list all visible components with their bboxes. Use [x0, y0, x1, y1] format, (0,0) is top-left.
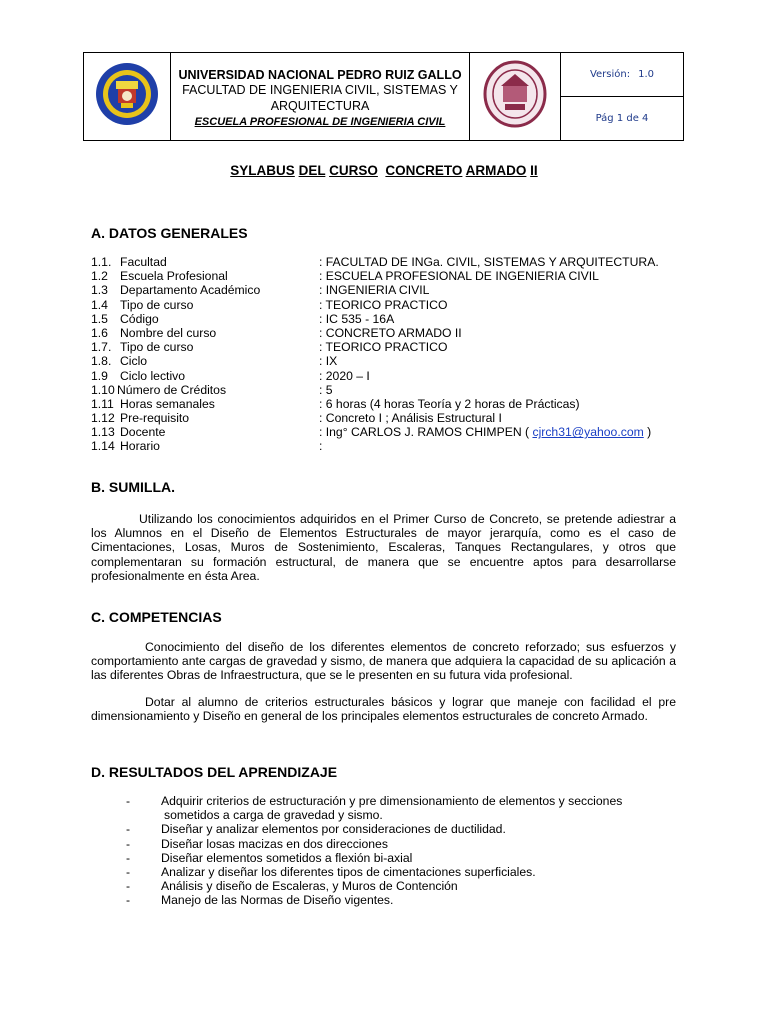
data-num: 1.11: [91, 396, 114, 411]
list-item: [91, 822, 676, 836]
data-label: Número de Créditos: [117, 382, 227, 397]
docente-name: : Ing° CARLOS J. RAMOS CHIMPEN (: [319, 425, 533, 440]
data-num: 1.3: [91, 283, 108, 298]
university-logo-cell: [84, 53, 171, 141]
competencia-paragraph: Dotar al alumno de criterios estructurales básicos y lograr que maneje con facilidad el pre dimensionamiento y Diseño en general de los principales elementos estructurales de concreto Armado.: [91, 695, 676, 724]
data-label: Horas semanales: [120, 396, 215, 411]
data-value: : TEORICO PRACTICO: [319, 340, 448, 355]
title-word: ARMADO: [465, 163, 527, 178]
list-dash: -: [126, 893, 131, 908]
data-label: Nombre del curso: [120, 325, 217, 340]
syllabus-title: [0, 163, 768, 178]
sumilla-paragraph: Utilizando los conocimientos adquiridos en el Primer Curso de Concreto, se pretende adiestrar a los Alumnos en el Diseño de Elementos Estructurales de mayor jerarquía, como es el caso de Cimentaciones, Losas, Muros de Sostenimiento, Escaleras, Tanques Rectangulares, y otros que complementaran su formación estructural, de manera que se encuentre aptos para desarrollarse profesionalmente en ésta Area.: [91, 512, 676, 583]
section-heading-d: D. RESULTADOS DEL APRENDIZAJE: [91, 764, 338, 780]
data-label: Departamento Académico: [120, 283, 261, 298]
list-item-text: Diseñar losas macizas en dos direcciones: [161, 836, 388, 851]
university-name: UNIVERSIDAD NACIONAL PEDRO RUIZ GALLO: [178, 67, 462, 82]
list-dash: -: [126, 794, 131, 808]
data-value: : 5: [319, 382, 333, 397]
title-word: DEL: [298, 163, 326, 178]
institution-info: [171, 53, 470, 141]
data-label: Pre-requisito: [120, 411, 190, 426]
data-label: Ciclo: [120, 354, 148, 369]
data-label: Tipo de curso: [120, 340, 194, 355]
version-label: Versión:: [589, 69, 631, 80]
page-number: Pág 1 de 4: [561, 97, 684, 141]
data-label: Código: [120, 311, 159, 326]
data-label: Facultad: [120, 255, 167, 269]
data-value: : 6 horas (4 horas Teoría y 2 horas de Prácticas): [319, 396, 580, 411]
data-num: 1.12: [91, 411, 115, 426]
data-value: : IX: [319, 354, 338, 369]
seal-cell: [470, 53, 561, 141]
list-item-text: Diseñar elementos sometidos a flexión bi-axial: [161, 850, 413, 865]
data-label: Escuela Profesional: [120, 269, 228, 284]
data-value: :: [319, 439, 323, 454]
learning-results-list: [91, 794, 676, 908]
data-value: : CONCRETO ARMADO II: [319, 325, 462, 340]
data-label: Tipo de curso: [120, 297, 194, 312]
data-num: 1.1.: [91, 255, 112, 269]
version-cell: [561, 53, 684, 97]
data-num: 1.4: [91, 297, 108, 312]
data-value: : INGENIERIA CIVIL: [319, 283, 430, 298]
data-num: 1.6: [91, 325, 108, 340]
data-value: : Concreto I ; Análisis Estructural I: [319, 411, 502, 426]
data-num: 1.13: [91, 425, 115, 440]
data-num: 1.10: [91, 382, 115, 397]
list-dash: -: [126, 865, 131, 880]
list-item-text: Adquirir criterios de estructuración y pre dimensionamiento de elementos y secciones: [161, 794, 623, 808]
data-value: : FACULTAD DE INGa. CIVIL, SISTEMAS Y ARQUITECTURA.: [319, 255, 659, 269]
docente-email-link[interactable]: cjrch31@yahoo.com: [532, 425, 644, 440]
list-item-text: Manejo de las Normas de Diseño vigentes.: [161, 893, 394, 908]
docente-close: ): [643, 425, 652, 440]
section-heading-b: B. SUMILLA.: [91, 479, 175, 495]
faculty-name: FACULTAD DE INGENIERIA CIVIL, SISTEMAS Y ARQUITECTURA: [182, 82, 458, 113]
list-item: [91, 851, 676, 865]
data-num: 1.14: [91, 439, 115, 454]
data-value: : IC 535 - 16A: [319, 311, 395, 326]
university-logo-icon: [94, 61, 160, 127]
data-value: : ESCUELA PROFESIONAL DE INGENIERIA CIVIL: [319, 269, 599, 284]
list-item-text-cont: sometidos a carga de gravedad y sismo.: [164, 808, 383, 823]
school-name: ESCUELA PROFESIONAL DE INGENIERIA CIVIL: [194, 115, 446, 128]
list-dash: -: [126, 879, 131, 894]
list-item: [91, 837, 676, 851]
list-dash: -: [126, 850, 131, 865]
data-num: 1.9: [91, 368, 108, 383]
list-item: [91, 893, 676, 907]
list-item-text: Analizar y diseñar los diferentes tipos de cimentaciones superficiales.: [161, 865, 536, 880]
list-item: [91, 794, 676, 822]
data-label: Ciclo lectivo: [120, 368, 186, 383]
title-word: CONCRETO: [385, 163, 463, 178]
section-heading-a: A. DATOS GENERALES: [91, 225, 248, 241]
version-value: 1.0: [638, 69, 655, 80]
document-header: [83, 52, 684, 141]
data-value: [319, 425, 651, 439]
list-dash: -: [126, 822, 131, 837]
list-item: [91, 865, 676, 879]
data-num: 1.2: [91, 269, 108, 284]
data-value: : 2020 – I: [319, 368, 370, 383]
data-num: 1.7.: [91, 340, 112, 355]
data-num: 1.8.: [91, 354, 112, 369]
competencia-paragraph: Conocimiento del diseño de los diferentes elementos de concreto reforzado; sus esfuerzos y comportamiento ante cargas de gravedad y sismo, de manera que adquiera la capacidad de su aplicación a las diferentes Obras de Infraestructura, que se le presenten en su futura vida profesional.: [91, 640, 676, 683]
title-word: SYLABUS: [230, 163, 295, 178]
list-item-text: Análisis y diseño de Escaleras, y Muros de Contención: [161, 879, 458, 894]
list-dash: -: [126, 836, 131, 851]
data-value: : TEORICO PRACTICO: [319, 297, 448, 312]
title-word: II: [530, 163, 538, 178]
title-word: CURSO: [329, 163, 378, 178]
list-item: [91, 879, 676, 893]
data-label: Docente: [120, 425, 166, 440]
data-num: 1.5: [91, 311, 108, 326]
list-item-text: Diseñar y analizar elementos por consideraciones de ductilidad.: [161, 822, 506, 837]
data-label: Horario: [120, 439, 160, 454]
section-heading-c: C. COMPETENCIAS: [91, 609, 222, 625]
faculty-seal-icon: [483, 60, 547, 128]
